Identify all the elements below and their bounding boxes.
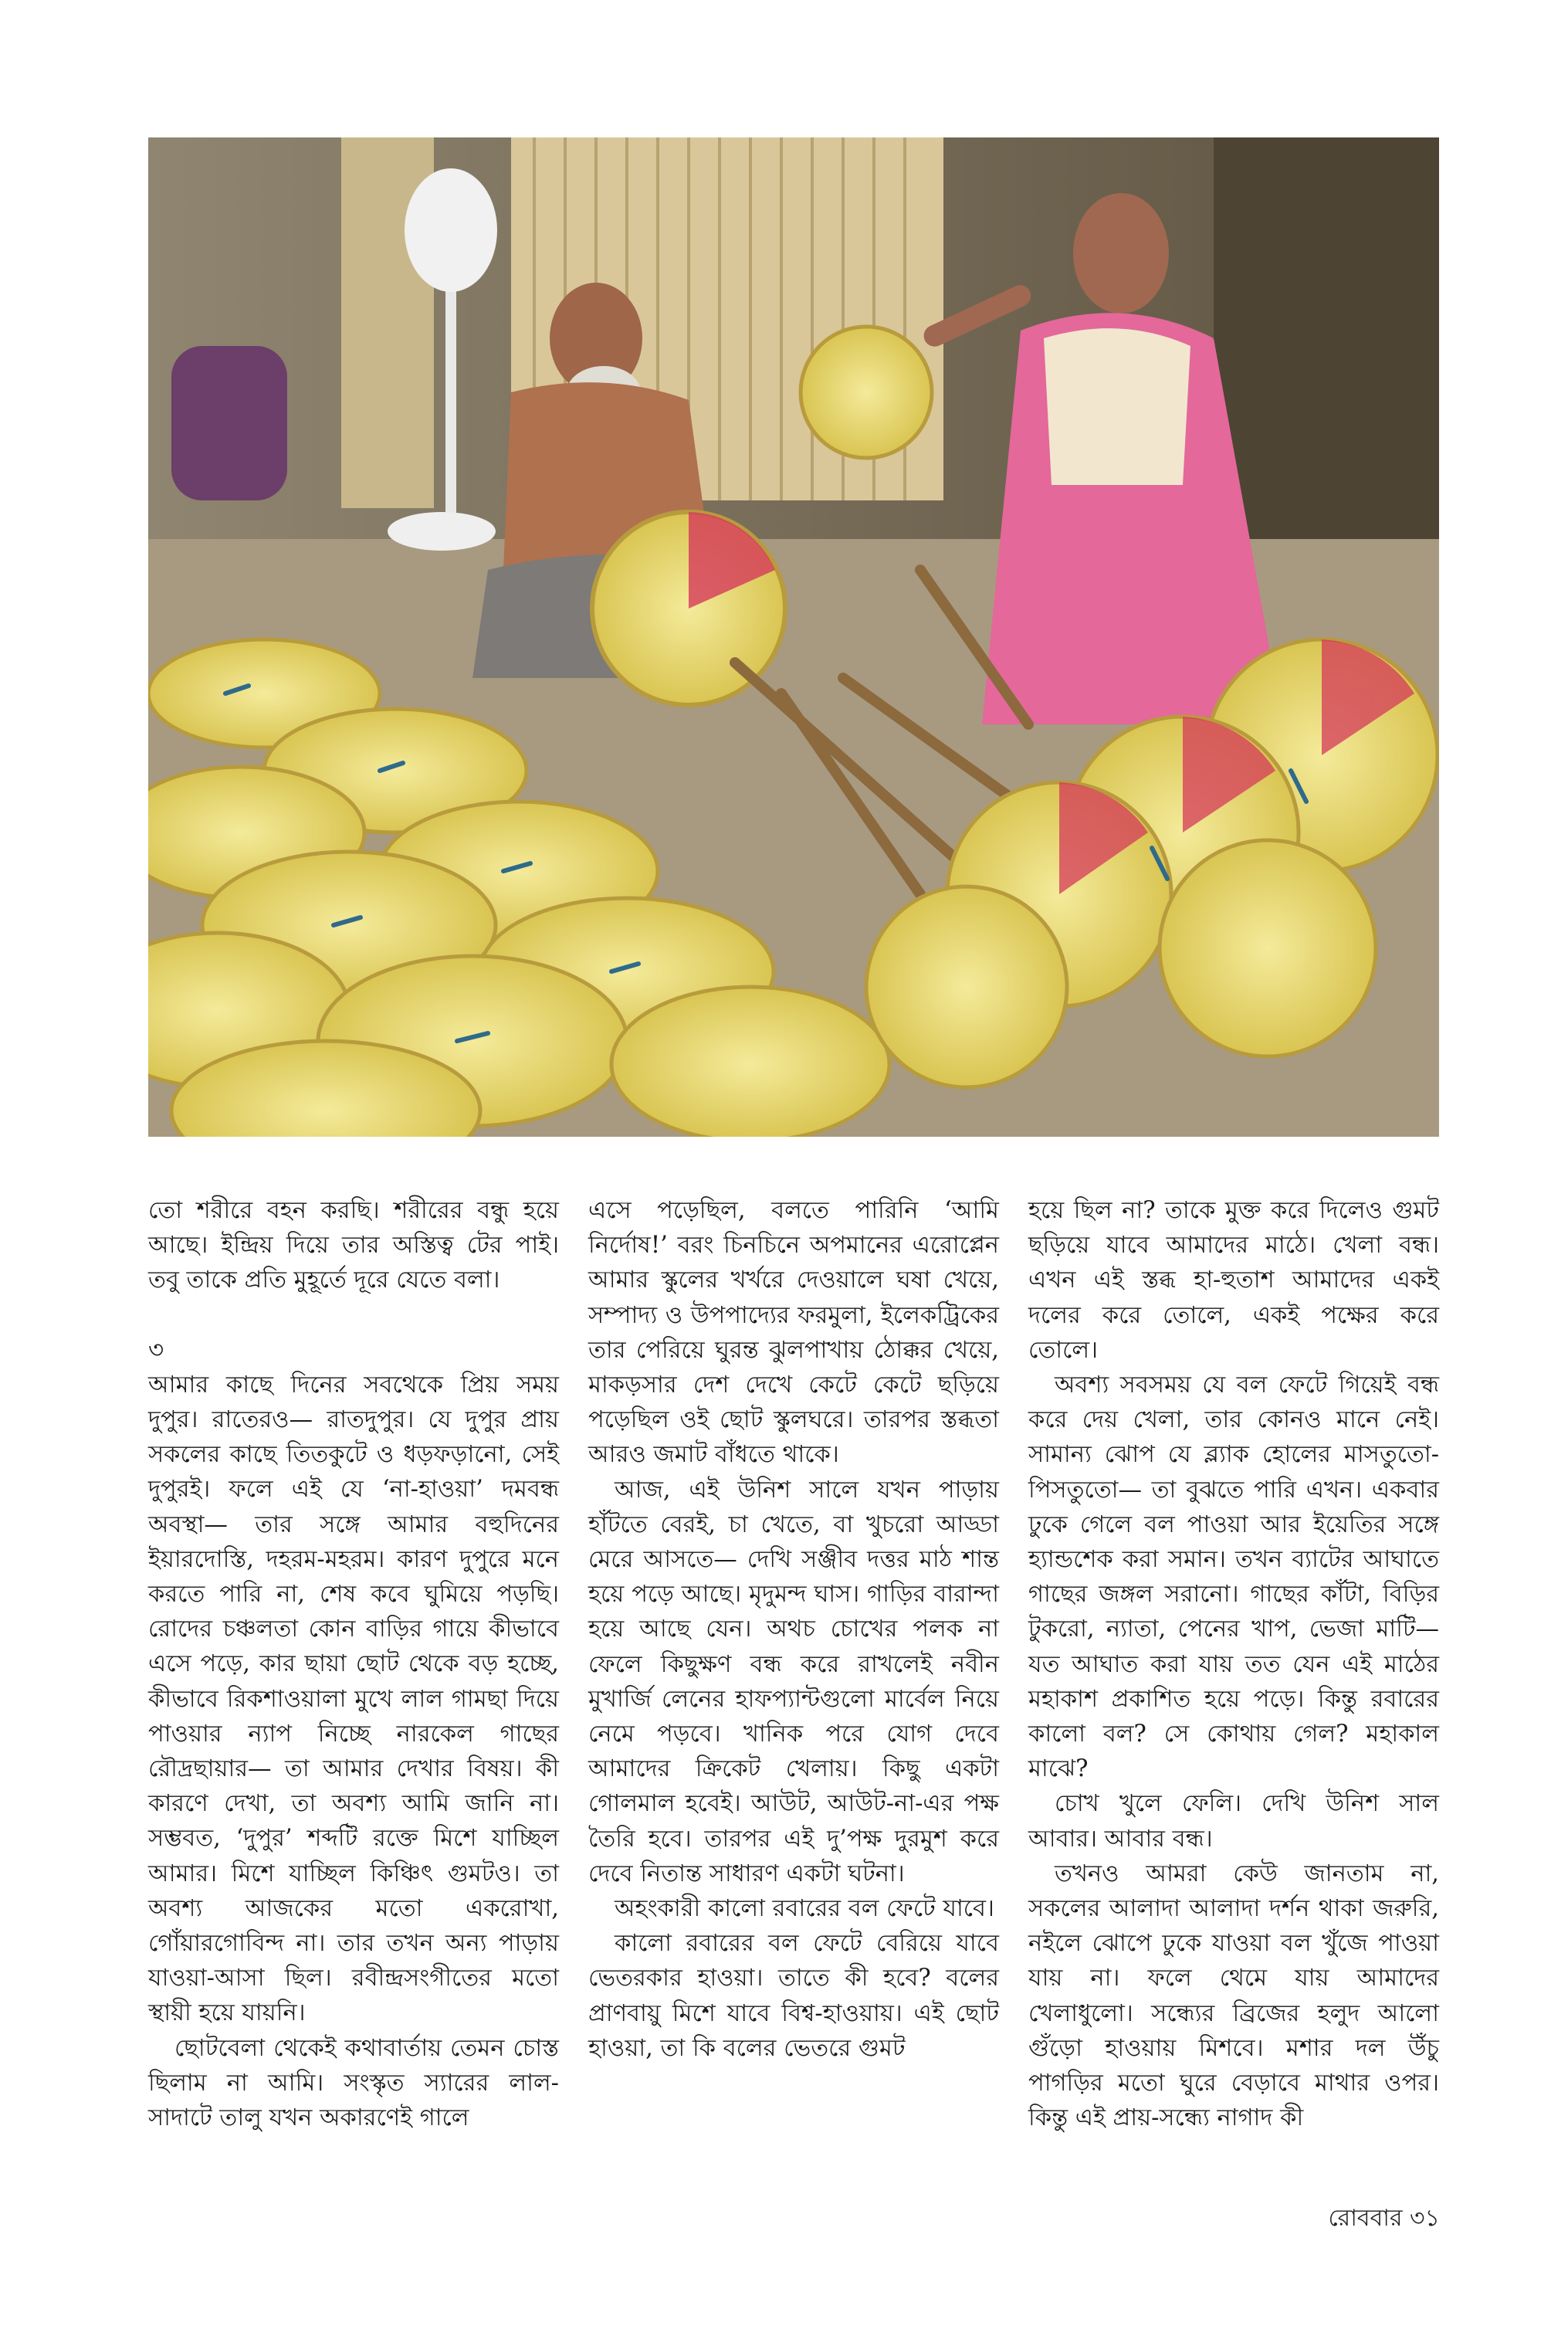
text-column-3 [1028,1193,1439,2135]
text-column-1 [148,1193,559,2135]
paragraph: কালো রবারের বল ফেটে বেরিয়ে যাবে ভেতরকার হাওয়া। তাতে কী হবে? বলের প্রাণবায়ু মিশে যাবে বিশ্ব-হাওয়ায়। এই ছোট হাওয়া, তা কি বলের ভেতরে গুমট [588,1930,999,2062]
page-folio: রোববার ৩১ [1328,2205,1440,2232]
paragraph: চোখ খুলে ফেলি। দেখি উনিশ সাল আবার। আবার বন্ধ। [1028,1790,1439,1853]
photo-fan-weavers-icon [148,137,1439,1137]
paragraph: তো শরীরে বহন করছি। শরীরের বন্ধু হয়ে আছে। ইন্দ্রিয় দিয়ে তার অস্তিত্ব টের পাই। তবু তাকে প্রতি মুহূর্তে দূরে যেতে বলা। [148,1197,559,1294]
text-column-2 [588,1193,999,2066]
paragraph: তখনও আমরা কেউ জানতাম না, সকলের আলাদা আলাদা দর্শন থাকা জরুরি, নইলে ঝোপে ঢুকে যাওয়া বল খুঁজে পাওয়া যায় না। ফলে থেমে যায় আমাদের খেলাধুলো। সন্ধ্যের ব্রিজের হলুদ আলো গুঁড়ো হাওয়ায় মিশবে। মশার দল উঁচু পাগড়ির মতো ঘুরে বেড়াবে মাথার ওপর। কিন্তু এই প্রায়-সন্ধ্যে নাগাদ কী [1028,1860,1439,2132]
paragraph: হয়ে ছিল না? তাকে মুক্ত করে দিলেও গুমট ছড়িয়ে যাবে আমাদের মাঠে। খেলা বন্ধ। এখন এই স্তব্ধ হা-হুতাশ আমাদের একই দলের করে তোলে, একই পক্ষের করে তোলে। [1028,1197,1439,1364]
paragraph: অবশ্য সবসময় যে বল ফেটে গিয়েই বন্ধ করে দেয় খেলা, তার কোনও মানে নেই। সামান্য ঝোপ যে ব্ল্যাক হোলের মাসতুতো-পিসতুতো— তা বুঝতে পারি এখন। একবার ঢুকে গেলে বল পাওয়া আর ইয়েতির সঙ্গে হ্যান্ডশেক করা সমান। তখন ব্যাটের আঘাতে গাছের জঙ্গল সরানো। গাছের কাঁটা, বিড়ির টুকরো, ন্যাতা, পেনের খাপ, ভেজা মাটি— যত আঘাত করা যায় তত যেন এই মাঠের মহাকাশ প্রকাশিত হয়ে পড়ে। কিন্তু রবারের কালো বল? সে কোথায় গেল? মহাকাল মাঝে? [1028,1372,1439,1783]
article-photo [148,137,1439,1137]
paragraph: এসে পড়েছিল, বলতে পারিনি ‘আমি নির্দোষ!’ বরং চিনচিনে অপমানের এরোপ্লেন আমার স্কুলের খর্খরে দেওয়ালে ঘষা খেয়ে, সম্পাদ্য ও উপপাদ্যের ফরমুলা, ইলেকট্রিকের তার পেরিয়ে ঘুরন্ত ঝুলপাখায় ঠোক্কর খেয়ে, মাকড়সার দেশ দেখে কেটে কেটে ছড়িয়ে পড়েছিল ওই ছোট স্কুলঘরে। তারপর স্তব্ধতা আরও জমাট বাঁধতে থাকে। [588,1197,999,1469]
paragraph: অহংকারী কালো রবারের বল ফেটে যাবে। [615,1895,994,1923]
paragraph: আমার কাছে দিনের সবথেকে প্রিয় সময় দুপুর। রাতেরও— রাতদুপুর। যে দুপুর প্রায় সকলের কাছে তিতকুটে ও ধড়ফড়ানো, সেই দুপুরই। ফলে এই যে ‘না-হাওয়া’ দমবন্ধ অবস্থা— তার সঙ্গে আমার বহুদিনের ইয়ারদোস্তি, দহরম-মহরম। কারণ দুপুরে মনে করতে পারি না, শেষ কবে ঘুমিয়ে পড়ছি। রোদের চঞ্চলতা কোন বাড়ির গায়ে কীভাবে এসে পড়ে, কার ছায়া ছোট থেকে বড় হচ্ছে, কীভাবে রিকশাওয়ালা মুখে লাল গামছা দিয়ে পাওয়ার ন্যাপ নিচ্ছে নারকেল গাছের রৌদ্রছায়ার— তা আমার দেখার বিষয়। কী কারণে দেখা, তা অবশ্য আমি জানি না। সম্ভবত, ‘দুপুর’ শব্দটি রক্তে মিশে যাচ্ছিল আমার। মিশে যাচ্ছিল কিঞ্চিৎ গুমটও। তা অবশ্য আজকের মতো একরোখা, গোঁয়ারগোবিন্দ না। তার তখন অন্য পাড়ায় যাওয়া-আসা ছিল। রবীন্দ্রসংগীতের মতো স্থায়ী হয়ে যায়নি। [148,1371,559,2027]
paragraph: আজ, এই উনিশ সালে যখন পাড়ায় হাঁটতে বেরই, চা খেতে, বা খুচরো আড্ডা মেরে আসতে— দেখি সঞ্জীব দত্তর মাঠ শান্ত হয়ে পড়ে আছে। মৃদুমন্দ ঘাস। গাড়ির বারান্দা হয়ে আছে যেন। অথচ চোখের পলক না ফেলে কিছুক্ষণ বন্ধ করে রাখলেই নবীন মুখার্জি লেনের হাফপ্যান্টগুলো মার্বেল নিয়ে নেমে পড়বে। খানিক পরে যোগ দেবে আমাদের ক্রিকেট খেলায়। কিছু একটা গোলমাল হবেই। আউট, আউট-না-এর পক্ষ তৈরি হবে। তারপর এই দু’পক্ষ দুরমুশ করে দেবে নিতান্ত সাধারণ একটা ঘটনা। [588,1476,999,1887]
paragraph: ছোটবেলা থেকেই কথাবার্তায় তেমন চোস্ত ছিলাম না আমি। সংস্কৃত স্যারের লাল-সাদাটে তালু যখন অকারণেই গালে [148,2034,559,2132]
section-number: ৩ [148,1335,164,1364]
